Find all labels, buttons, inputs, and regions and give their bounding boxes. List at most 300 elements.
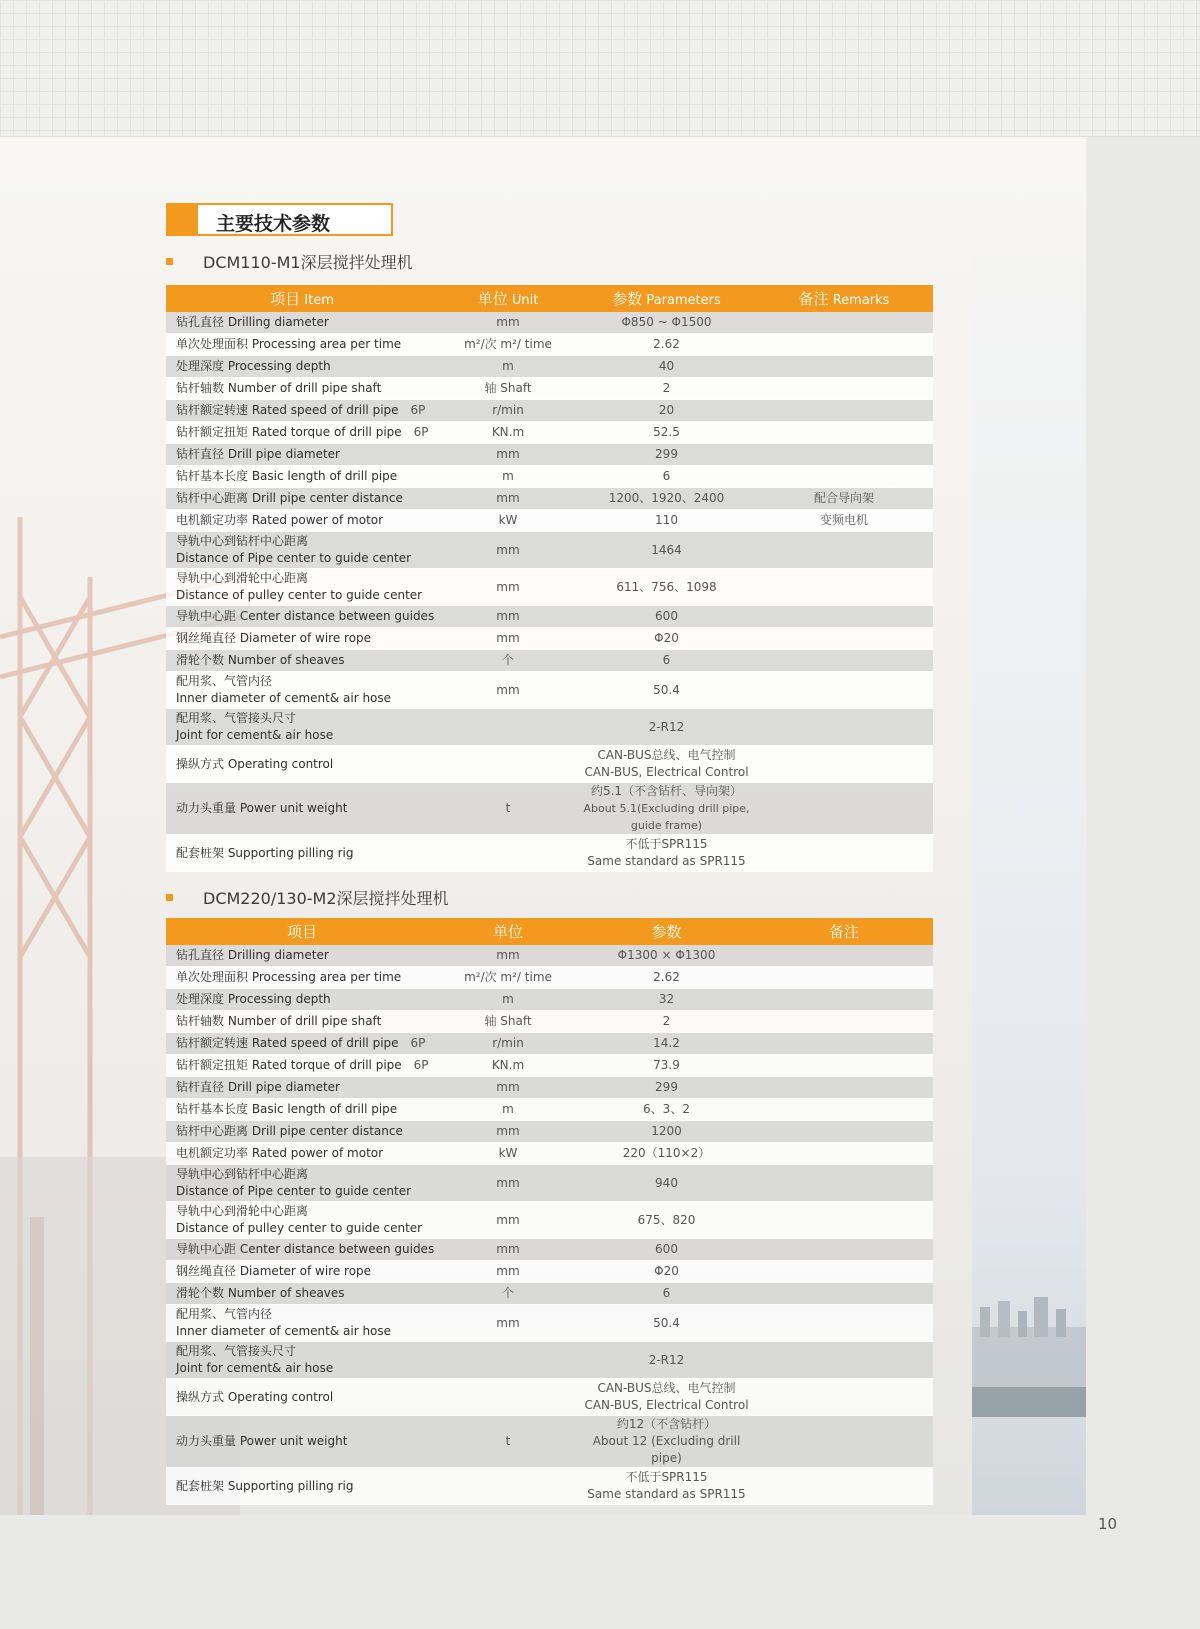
param-value: 不低于SPR115	[625, 1470, 708, 1484]
item-label: 操纵方式 Operating control	[176, 1389, 334, 1404]
param-value: CAN-BUS总线、电气控制	[597, 1381, 736, 1395]
cell-remark	[755, 569, 933, 606]
param-value: 600	[655, 1242, 678, 1256]
cell-item	[166, 1099, 438, 1121]
cell-unit	[438, 746, 578, 783]
cell-item	[166, 422, 438, 444]
table-row	[166, 1077, 933, 1099]
cell-value	[578, 1143, 755, 1165]
cell-value	[578, 1033, 755, 1055]
cell-value	[578, 488, 755, 510]
param-value: 50.4	[653, 1315, 680, 1330]
cell-value	[578, 746, 755, 783]
unit-value: KN.m	[491, 425, 525, 439]
cell-remark	[755, 1283, 933, 1305]
cell-remark	[755, 488, 933, 510]
table-row	[166, 378, 933, 400]
cell-value	[578, 1011, 755, 1033]
unit-value: mm	[496, 1175, 520, 1190]
cell-unit	[438, 606, 578, 628]
unit-value: mm	[496, 491, 520, 505]
item-label-en: Joint for cement& air hose	[176, 728, 334, 742]
param-value-en: About 12 (Excluding drill pipe)	[592, 1434, 741, 1465]
unit-value: t	[505, 1434, 511, 1448]
table-row	[166, 334, 933, 356]
item-label: 单次处理面积 Processing area per time	[176, 970, 402, 984]
param-value-en: CAN-BUS, Electrical Control	[584, 1398, 749, 1412]
table-row	[166, 1099, 933, 1121]
item-label: 导轨中心距 Center distance between guides	[176, 609, 435, 623]
cell-item	[166, 672, 438, 709]
param-value: 1200	[651, 1124, 682, 1138]
item-label-en: Inner diameter of cement& air hose	[176, 1324, 392, 1338]
table-row	[166, 606, 933, 628]
cell-remark	[755, 1055, 933, 1077]
cell-unit	[438, 1055, 578, 1077]
item-tag: 6P	[410, 403, 426, 417]
cell-remark	[755, 1239, 933, 1261]
unit-value: m²/次 m²/ time	[464, 970, 552, 984]
item-label: 配用浆、气管内径	[176, 674, 273, 688]
cell-remark	[755, 1305, 933, 1342]
cell-remark	[755, 1011, 933, 1033]
cell-value	[578, 1121, 755, 1143]
item-label-en: Inner diameter of cement& air hose	[176, 691, 392, 705]
cell-remark	[755, 945, 933, 967]
cell-value	[578, 378, 755, 400]
item-label: 钻孔直径 Drilling diameter	[176, 315, 329, 329]
cell-unit	[438, 1011, 578, 1033]
cell-remark	[755, 989, 933, 1011]
cell-value	[578, 1099, 755, 1121]
cell-unit	[438, 1416, 578, 1468]
cell-item	[166, 967, 438, 989]
cell-unit	[438, 709, 578, 746]
remark-value: 变频电机	[819, 513, 868, 527]
item-tag: 6P	[413, 425, 429, 439]
cell-item	[166, 606, 438, 628]
unit-value: mm	[496, 682, 520, 697]
cell-unit	[438, 488, 578, 510]
table-row	[166, 783, 933, 835]
item-label: 钻杆中心距离 Drill pipe center distance	[176, 1124, 403, 1138]
param-value: 2.62	[653, 337, 680, 351]
cell-item	[166, 628, 438, 650]
cell-value	[578, 1416, 755, 1468]
cell-remark	[755, 356, 933, 378]
bullet-square-icon	[166, 258, 173, 265]
cell-remark	[755, 312, 933, 334]
cell-item	[166, 400, 438, 422]
cell-unit	[438, 400, 578, 422]
item-label: 导轨中心到滑轮中心距离	[176, 1204, 309, 1218]
cell-item	[166, 1305, 438, 1342]
cell-unit	[438, 1202, 578, 1239]
param-value: Φ20	[654, 1264, 679, 1278]
param-value: 52.5	[653, 425, 680, 439]
item-label: 动力头重量 Power unit weight	[176, 1434, 348, 1448]
header-remarks-cn: 备注	[798, 290, 829, 308]
cell-remark	[755, 1099, 933, 1121]
cell-unit	[438, 510, 578, 532]
unit-value: mm	[496, 609, 520, 623]
header-remarks	[755, 285, 933, 312]
cell-remark	[755, 444, 933, 466]
param-value: 14.2	[653, 1036, 680, 1050]
param-value: 600	[655, 609, 678, 623]
table-row	[166, 1121, 933, 1143]
cell-item	[166, 532, 438, 569]
cell-value	[578, 945, 755, 967]
param-value: 32	[658, 992, 675, 1006]
item-label: 钻杆额定扭矩 Rated torque of drill pipe	[176, 425, 402, 439]
unit-value: mm	[496, 948, 520, 962]
cell-remark	[755, 1121, 933, 1143]
unit-value: mm	[496, 1315, 520, 1330]
cell-value	[578, 628, 755, 650]
param-value: 20	[658, 403, 675, 417]
cell-value	[578, 967, 755, 989]
cell-unit	[438, 1165, 578, 1202]
item-label: 配套桩架 Supporting pilling rig	[176, 845, 354, 860]
cell-item	[166, 989, 438, 1011]
unit-value: mm	[496, 1080, 520, 1094]
cell-value	[578, 466, 755, 488]
unit-value: 个	[501, 1286, 514, 1300]
unit-value: mm	[496, 1124, 520, 1138]
table-row	[166, 1239, 933, 1261]
item-label: 钻杆直径 Drill pipe diameter	[176, 447, 340, 461]
param-value: 940	[655, 1175, 678, 1190]
page-number: 10	[1098, 1515, 1118, 1533]
header-remarks	[755, 918, 933, 945]
table-row	[166, 356, 933, 378]
table-row	[166, 1055, 933, 1077]
item-label-en: Distance of pulley center to guide center	[176, 588, 423, 602]
table-row	[166, 967, 933, 989]
table-row	[166, 1468, 933, 1505]
param-value: Φ850 ~ Φ1500	[621, 315, 712, 329]
table-row	[166, 1416, 933, 1468]
param-value: 2-R12	[648, 719, 685, 734]
param-value: 约5.1（不含钻杆、导向架）	[590, 784, 743, 798]
unit-value: m	[502, 992, 514, 1006]
item-label: 电机额定功率 Rated power of motor	[176, 1146, 384, 1160]
cell-remark	[755, 628, 933, 650]
param-value: CAN-BUS总线、电气控制	[597, 748, 736, 762]
cell-value	[578, 400, 755, 422]
table-row	[166, 1305, 933, 1342]
param-value: 299	[655, 447, 678, 461]
param-value-en: CAN-BUS, Electrical Control	[584, 765, 749, 779]
cell-item	[166, 1283, 438, 1305]
header-unit-cn: 单位	[492, 923, 523, 941]
header-unit	[438, 918, 578, 945]
cell-item	[166, 1143, 438, 1165]
unit-value: mm	[496, 1212, 520, 1227]
param-value: 不低于SPR115	[625, 837, 708, 851]
header-params-cn: 参数	[651, 923, 682, 941]
model-heading-2	[166, 886, 449, 909]
cell-remark	[755, 400, 933, 422]
cell-item	[166, 1416, 438, 1468]
cell-remark	[755, 422, 933, 444]
cell-value	[578, 444, 755, 466]
cell-unit	[438, 628, 578, 650]
param-value: 1200、1920、2400	[608, 491, 725, 505]
header-params	[578, 285, 755, 312]
table-row	[166, 1379, 933, 1416]
cell-unit	[438, 989, 578, 1011]
cell-value	[578, 650, 755, 672]
header-unit	[438, 285, 578, 312]
item-label: 钻杆基本长度 Basic length of drill pipe	[176, 469, 398, 483]
cell-item	[166, 356, 438, 378]
section-title	[166, 203, 393, 236]
cell-unit	[438, 1379, 578, 1416]
param-value: 2.62	[653, 970, 680, 984]
unit-value: m	[502, 469, 514, 483]
unit-value: 轴 Shaft	[484, 381, 532, 395]
cell-remark	[755, 532, 933, 569]
header-params-en: Parameters	[642, 293, 721, 308]
cell-value	[578, 532, 755, 569]
cell-unit	[438, 1099, 578, 1121]
cell-item	[166, 1468, 438, 1505]
cell-unit	[438, 1239, 578, 1261]
cell-item	[166, 835, 438, 872]
item-label: 钻杆轴数 Number of drill pipe shaft	[176, 1014, 382, 1028]
cell-unit	[438, 650, 578, 672]
section-title-text: 主要技术参数	[216, 213, 331, 235]
unit-value: t	[505, 801, 511, 815]
item-label: 滑轮个数 Number of sheaves	[176, 1286, 345, 1300]
table-row	[166, 650, 933, 672]
model-heading-2-text: DCM220/130-M2深层搅拌处理机	[203, 889, 449, 908]
cell-item	[166, 1261, 438, 1283]
unit-value: mm	[496, 1264, 520, 1278]
header-unit-en: Unit	[507, 293, 539, 308]
cell-value	[578, 672, 755, 709]
table-row	[166, 1283, 933, 1305]
cell-unit	[438, 1121, 578, 1143]
cell-item	[166, 466, 438, 488]
cell-item	[166, 1033, 438, 1055]
param-value-en: About 5.1(Excluding drill pipe, guide frame)	[583, 802, 750, 832]
item-label: 操纵方式 Operating control	[176, 756, 334, 771]
table-row	[166, 1033, 933, 1055]
table-row	[166, 989, 933, 1011]
table-row	[166, 1143, 933, 1165]
cell-value	[578, 1305, 755, 1342]
unit-value: kW	[498, 1146, 518, 1160]
cell-value	[578, 1077, 755, 1099]
cell-value	[578, 312, 755, 334]
unit-value: mm	[496, 1242, 520, 1256]
cell-item	[166, 510, 438, 532]
table-row	[166, 510, 933, 532]
cell-remark	[755, 709, 933, 746]
cell-unit	[438, 1283, 578, 1305]
item-label: 钻杆基本长度 Basic length of drill pipe	[176, 1102, 398, 1116]
model-heading-1-text: DCM110-M1深层搅拌处理机	[203, 253, 413, 272]
cell-value	[578, 1055, 755, 1077]
item-label: 配用浆、气管接头尺寸	[176, 711, 297, 725]
cell-unit	[438, 783, 578, 835]
cell-item	[166, 650, 438, 672]
item-label: 钻杆额定扭矩 Rated torque of drill pipe	[176, 1058, 402, 1072]
cell-unit	[438, 378, 578, 400]
cell-value	[578, 422, 755, 444]
table-header-row	[166, 285, 933, 312]
header-unit-cn: 单位	[477, 290, 508, 308]
cell-remark	[755, 510, 933, 532]
item-label: 钻杆额定转速 Rated speed of drill pipe	[176, 403, 399, 417]
header-params-cn: 参数	[612, 290, 643, 308]
cell-unit	[438, 945, 578, 967]
cell-remark	[755, 783, 933, 835]
item-label: 钻杆额定转速 Rated speed of drill pipe	[176, 1036, 399, 1050]
header-item-en: Item	[300, 293, 334, 308]
cell-value	[578, 989, 755, 1011]
cell-remark	[755, 1379, 933, 1416]
table-row	[166, 569, 933, 606]
item-label: 单次处理面积 Processing area per time	[176, 337, 402, 351]
cell-unit	[438, 1342, 578, 1379]
param-value: Φ20	[654, 631, 679, 645]
unit-value: KN.m	[491, 1058, 525, 1072]
param-value: 6	[662, 469, 671, 483]
cell-unit	[438, 444, 578, 466]
cell-item	[166, 1055, 438, 1077]
cell-unit	[438, 672, 578, 709]
unit-value: mm	[496, 542, 520, 557]
cell-item	[166, 746, 438, 783]
background-harbor-photo	[972, 1297, 1086, 1417]
table-row	[166, 488, 933, 510]
unit-value: kW	[498, 513, 518, 527]
cell-remark	[755, 746, 933, 783]
cell-value	[578, 606, 755, 628]
cell-item	[166, 1121, 438, 1143]
cell-remark	[755, 1342, 933, 1379]
item-label-en: Distance of Pipe center to guide center	[176, 551, 412, 565]
item-label: 钢丝绳直径 Diameter of wire rope	[176, 631, 372, 645]
item-label: 钻杆直径 Drill pipe diameter	[176, 1080, 340, 1094]
cell-remark	[755, 1202, 933, 1239]
param-value: 约12（不含钻杆）	[616, 1417, 717, 1431]
header-remarks-cn: 备注	[828, 923, 859, 941]
unit-value: m	[502, 1102, 514, 1116]
item-label: 钻杆中心距离 Drill pipe center distance	[176, 491, 403, 505]
item-label: 滑轮个数 Number of sheaves	[176, 653, 345, 667]
unit-value: 轴 Shaft	[484, 1014, 532, 1028]
item-tag: 6P	[413, 1058, 429, 1072]
spec-table-1	[166, 285, 933, 872]
cell-unit	[438, 835, 578, 872]
param-value-en: Same standard as SPR115	[587, 1487, 746, 1501]
cell-item	[166, 488, 438, 510]
table-row	[166, 532, 933, 569]
param-value: 6、3、2	[643, 1102, 690, 1116]
cell-remark	[755, 378, 933, 400]
cell-item	[166, 334, 438, 356]
param-value: 50.4	[653, 682, 680, 697]
param-value: 6	[662, 653, 671, 667]
cell-unit	[438, 312, 578, 334]
cell-unit	[438, 1261, 578, 1283]
cell-item	[166, 709, 438, 746]
cell-value	[578, 356, 755, 378]
unit-value: r/min	[492, 403, 524, 417]
model-heading-1	[166, 250, 413, 273]
item-label-en: Distance of pulley center to guide center	[176, 1221, 423, 1235]
param-value: 110	[655, 513, 678, 527]
section-title-accent	[168, 205, 198, 234]
cell-value	[578, 1261, 755, 1283]
cell-item	[166, 312, 438, 334]
table-row	[166, 1342, 933, 1379]
bullet-square-icon	[166, 894, 173, 901]
cell-remark	[755, 967, 933, 989]
cell-unit	[438, 422, 578, 444]
cell-item	[166, 945, 438, 967]
cell-remark	[755, 1416, 933, 1468]
param-value: 6	[662, 1286, 671, 1300]
top-grid-band	[0, 0, 1200, 137]
table-row	[166, 312, 933, 334]
item-label: 处理深度 Processing depth	[176, 359, 331, 373]
unit-value: 个	[501, 653, 514, 667]
param-value: 2-R12	[648, 1352, 685, 1367]
cell-value	[578, 510, 755, 532]
table-row	[166, 1202, 933, 1239]
cell-unit	[438, 1143, 578, 1165]
param-value: 675、820	[637, 1212, 696, 1227]
cell-value	[578, 1202, 755, 1239]
table-row	[166, 1011, 933, 1033]
param-value: 40	[658, 359, 675, 373]
header-item-cn: 项目	[286, 923, 317, 941]
header-item-cn: 项目	[270, 290, 301, 308]
item-label-en: Joint for cement& air hose	[176, 1361, 334, 1375]
cell-unit	[438, 569, 578, 606]
cell-item	[166, 1202, 438, 1239]
cell-value	[578, 1342, 755, 1379]
cell-item	[166, 1077, 438, 1099]
cell-remark	[755, 835, 933, 872]
cell-remark	[755, 466, 933, 488]
cell-value	[578, 835, 755, 872]
table-row	[166, 400, 933, 422]
item-label: 导轨中心距 Center distance between guides	[176, 1242, 435, 1256]
param-value-en: Same standard as SPR115	[587, 854, 746, 868]
item-label: 电机额定功率 Rated power of motor	[176, 513, 384, 527]
cell-item	[166, 1011, 438, 1033]
cell-unit	[438, 1305, 578, 1342]
cell-remark	[755, 1077, 933, 1099]
table-row	[166, 835, 933, 872]
cell-item	[166, 1239, 438, 1261]
cell-item	[166, 569, 438, 606]
cell-value	[578, 1283, 755, 1305]
table-row	[166, 746, 933, 783]
cell-unit	[438, 967, 578, 989]
header-item	[166, 285, 438, 312]
item-label: 配用浆、气管内径	[176, 1307, 273, 1321]
unit-value: mm	[496, 447, 520, 461]
cell-value	[578, 709, 755, 746]
